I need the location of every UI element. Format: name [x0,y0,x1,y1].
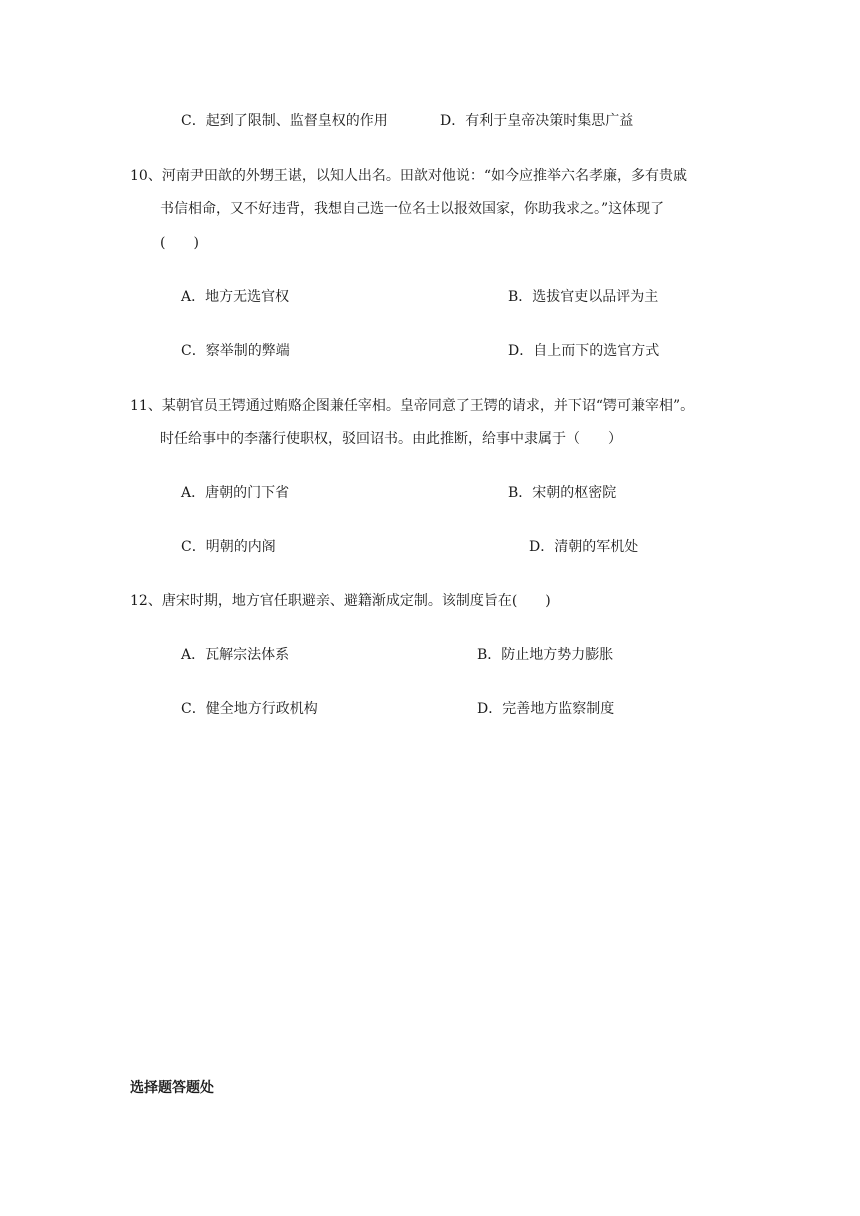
q10-stem-line-2: 书信相命，又不好违背，我想自己选一位名士以报效国家，你助我求之。”这体现了 [160,201,665,217]
answer-section-title: 选择题答题处 [130,1080,214,1096]
q10-option-d: D．自上而下的选官方式 [508,343,660,359]
q9-option-c: C．起到了限制、监督皇权的作用 [181,113,388,129]
q10-answer-blank: ( ) [160,235,199,251]
q11-stem-line-2: 时任给事中的李藩行使职权，驳回诏书。由此推断，给事中隶属于（ ） [160,431,622,447]
q10-option-c: C．察举制的弊端 [181,343,290,359]
q12-option-c: C．健全地方行政机构 [181,701,318,717]
q12-option-a: A．瓦解宗法体系 [181,647,290,663]
q11-option-a: A．唐朝的门下省 [181,485,290,501]
q11-option-b: B．宋朝的枢密院 [508,485,617,501]
q10-stem-line-1: 10、河南尹田歆的外甥王谌，以知人出名。田歆对他说：“如今应推举六名孝廉，多有贵戚 [130,168,687,184]
q10-option-a: A．地方无选官权 [181,289,290,305]
q10-option-b: B．选拔官吏以品评为主 [508,289,659,305]
q12-option-b: B．防止地方势力膨胀 [477,647,614,663]
q12-option-d: D．完善地方监察制度 [477,701,615,717]
q11-option-c: C．明朝的内阁 [181,539,276,555]
q11-option-d: D．清朝的军机处 [529,539,639,555]
q12-stem-line-1: 12、唐宋时期，地方官任职避亲、避籍渐成定制。该制度旨在( ) [130,593,551,609]
q11-stem-line-1: 11、某朝官员王锷通过贿赂企图兼任宰相。皇帝同意了王锷的请求，并下诏“锷可兼宰相”。 [130,398,695,414]
q9-option-d: D．有利于皇帝决策时集思广益 [440,113,634,129]
